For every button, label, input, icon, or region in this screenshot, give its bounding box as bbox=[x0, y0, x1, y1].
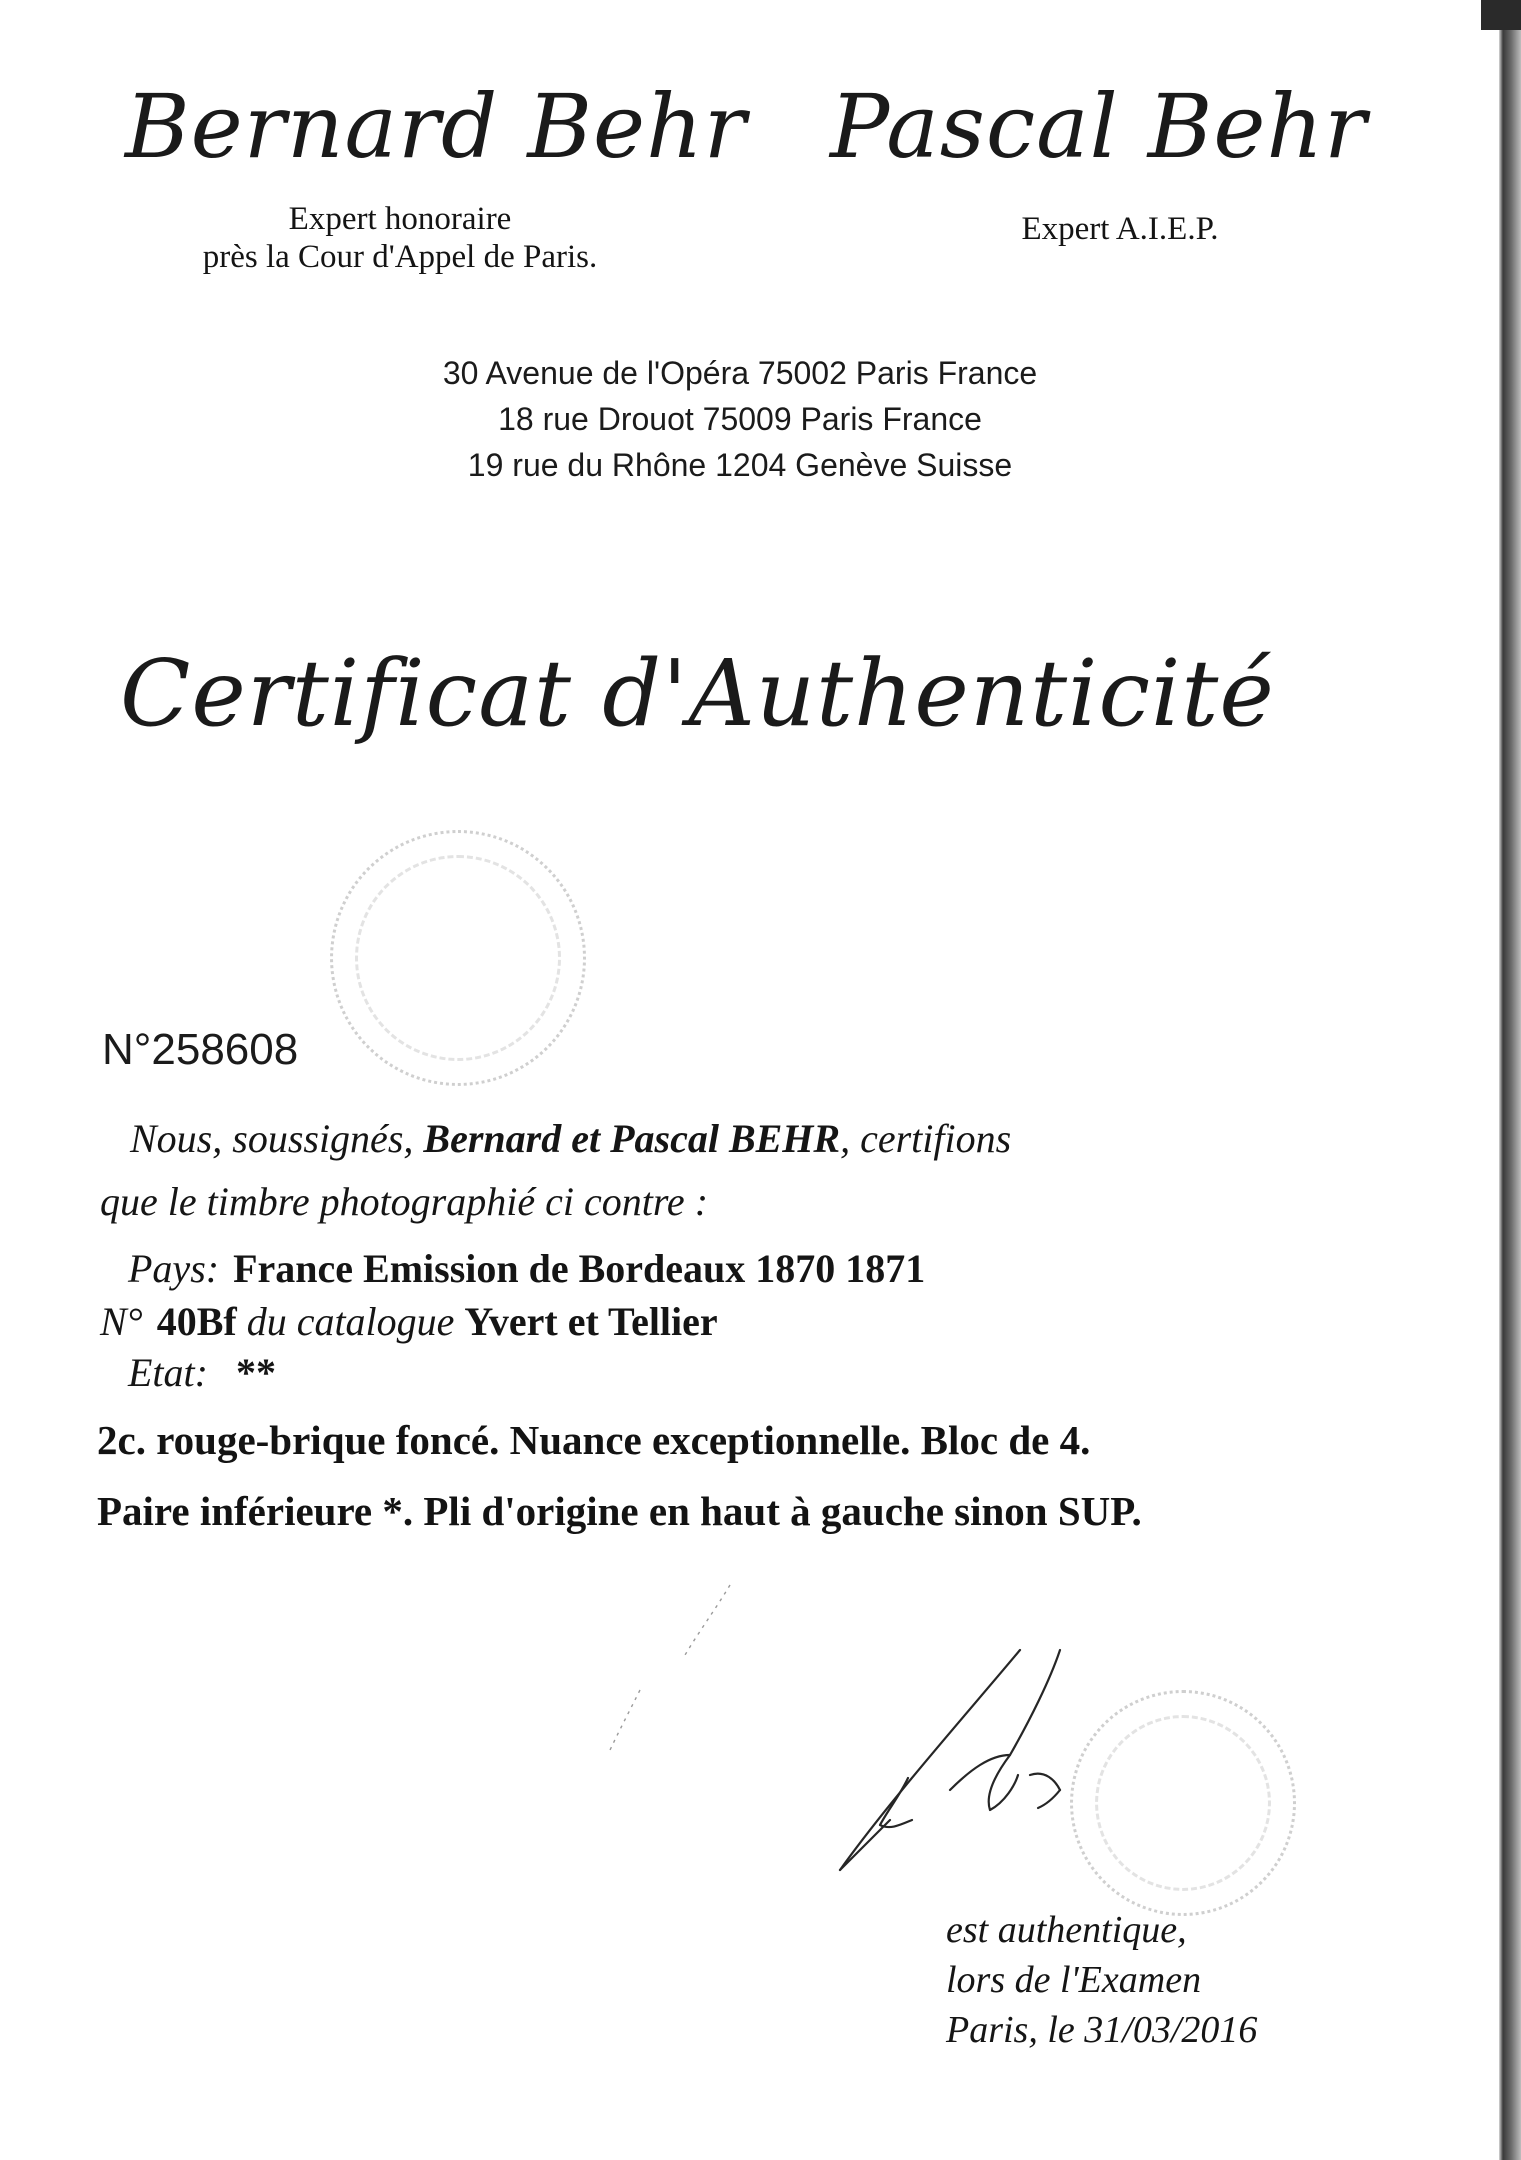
catalogue-name: Yvert et Tellier bbox=[464, 1299, 718, 1344]
address-line: 18 rue Drouot 75009 Paris France bbox=[498, 401, 982, 437]
catalogue-row bbox=[100, 1298, 718, 1345]
closing-statement bbox=[946, 1905, 1257, 2055]
state-row bbox=[128, 1349, 276, 1396]
expert-names: Bernard et Pascal BEHR bbox=[423, 1116, 841, 1161]
intro-line bbox=[130, 1115, 1011, 1162]
catalogue-number: 40Bf bbox=[156, 1299, 237, 1344]
left-expert-title bbox=[140, 200, 660, 276]
address-line: 30 Avenue de l'Opéra 75002 Paris France bbox=[442, 355, 1038, 391]
country-row bbox=[128, 1245, 925, 1292]
embossed-seal-inner-ring bbox=[355, 855, 561, 1061]
intro-text: Nous, soussignés, bbox=[130, 1116, 414, 1161]
left-title-line2: près la Cour d'Appel de Paris. bbox=[202, 239, 598, 275]
country-label: Pays: bbox=[128, 1246, 220, 1291]
certificate-number: N°258608 bbox=[102, 1025, 299, 1074]
certificate-title: Certificat d'Authenticité bbox=[120, 640, 1275, 747]
right-expert-title: Expert A.I.E.P. bbox=[1021, 211, 1219, 247]
address-block bbox=[300, 350, 1180, 488]
number-label: N° bbox=[100, 1299, 143, 1344]
signature-icon bbox=[590, 1540, 1210, 1920]
bernard-behr-name: Bernard Behr bbox=[125, 75, 747, 178]
state-label: Etat: bbox=[128, 1350, 208, 1395]
pascal-behr-name: Pascal Behr bbox=[830, 75, 1368, 178]
intro-text-end: , certifions bbox=[840, 1116, 1012, 1161]
country-value: France Emission de Bordeaux 1870 1871 bbox=[233, 1246, 926, 1291]
intro-line-2: que le timbre photographié ci contre : bbox=[100, 1179, 709, 1224]
address-line: 19 rue du Rhône 1204 Genève Suisse bbox=[467, 447, 1013, 483]
left-title-line1: Expert honoraire bbox=[288, 201, 512, 237]
scan-edge bbox=[1499, 0, 1521, 2160]
scan-corner bbox=[1481, 0, 1521, 30]
closing-date: Paris, le 31/03/2016 bbox=[946, 2009, 1258, 2051]
stamp-description-line2: Paire inférieure *. Pli d'origine en haut à gauche sinon SUP. bbox=[97, 1488, 1142, 1534]
closing-line1: est authentique, bbox=[946, 1909, 1187, 1951]
state-value: ** bbox=[235, 1350, 276, 1395]
closing-line2: lors de l'Examen bbox=[946, 1959, 1202, 2001]
catalogue-label: du catalogue bbox=[246, 1299, 455, 1344]
stamp-description-line1: 2c. rouge-brique foncé. Nuance exceptionnelle. Bloc de 4. bbox=[97, 1417, 1091, 1463]
